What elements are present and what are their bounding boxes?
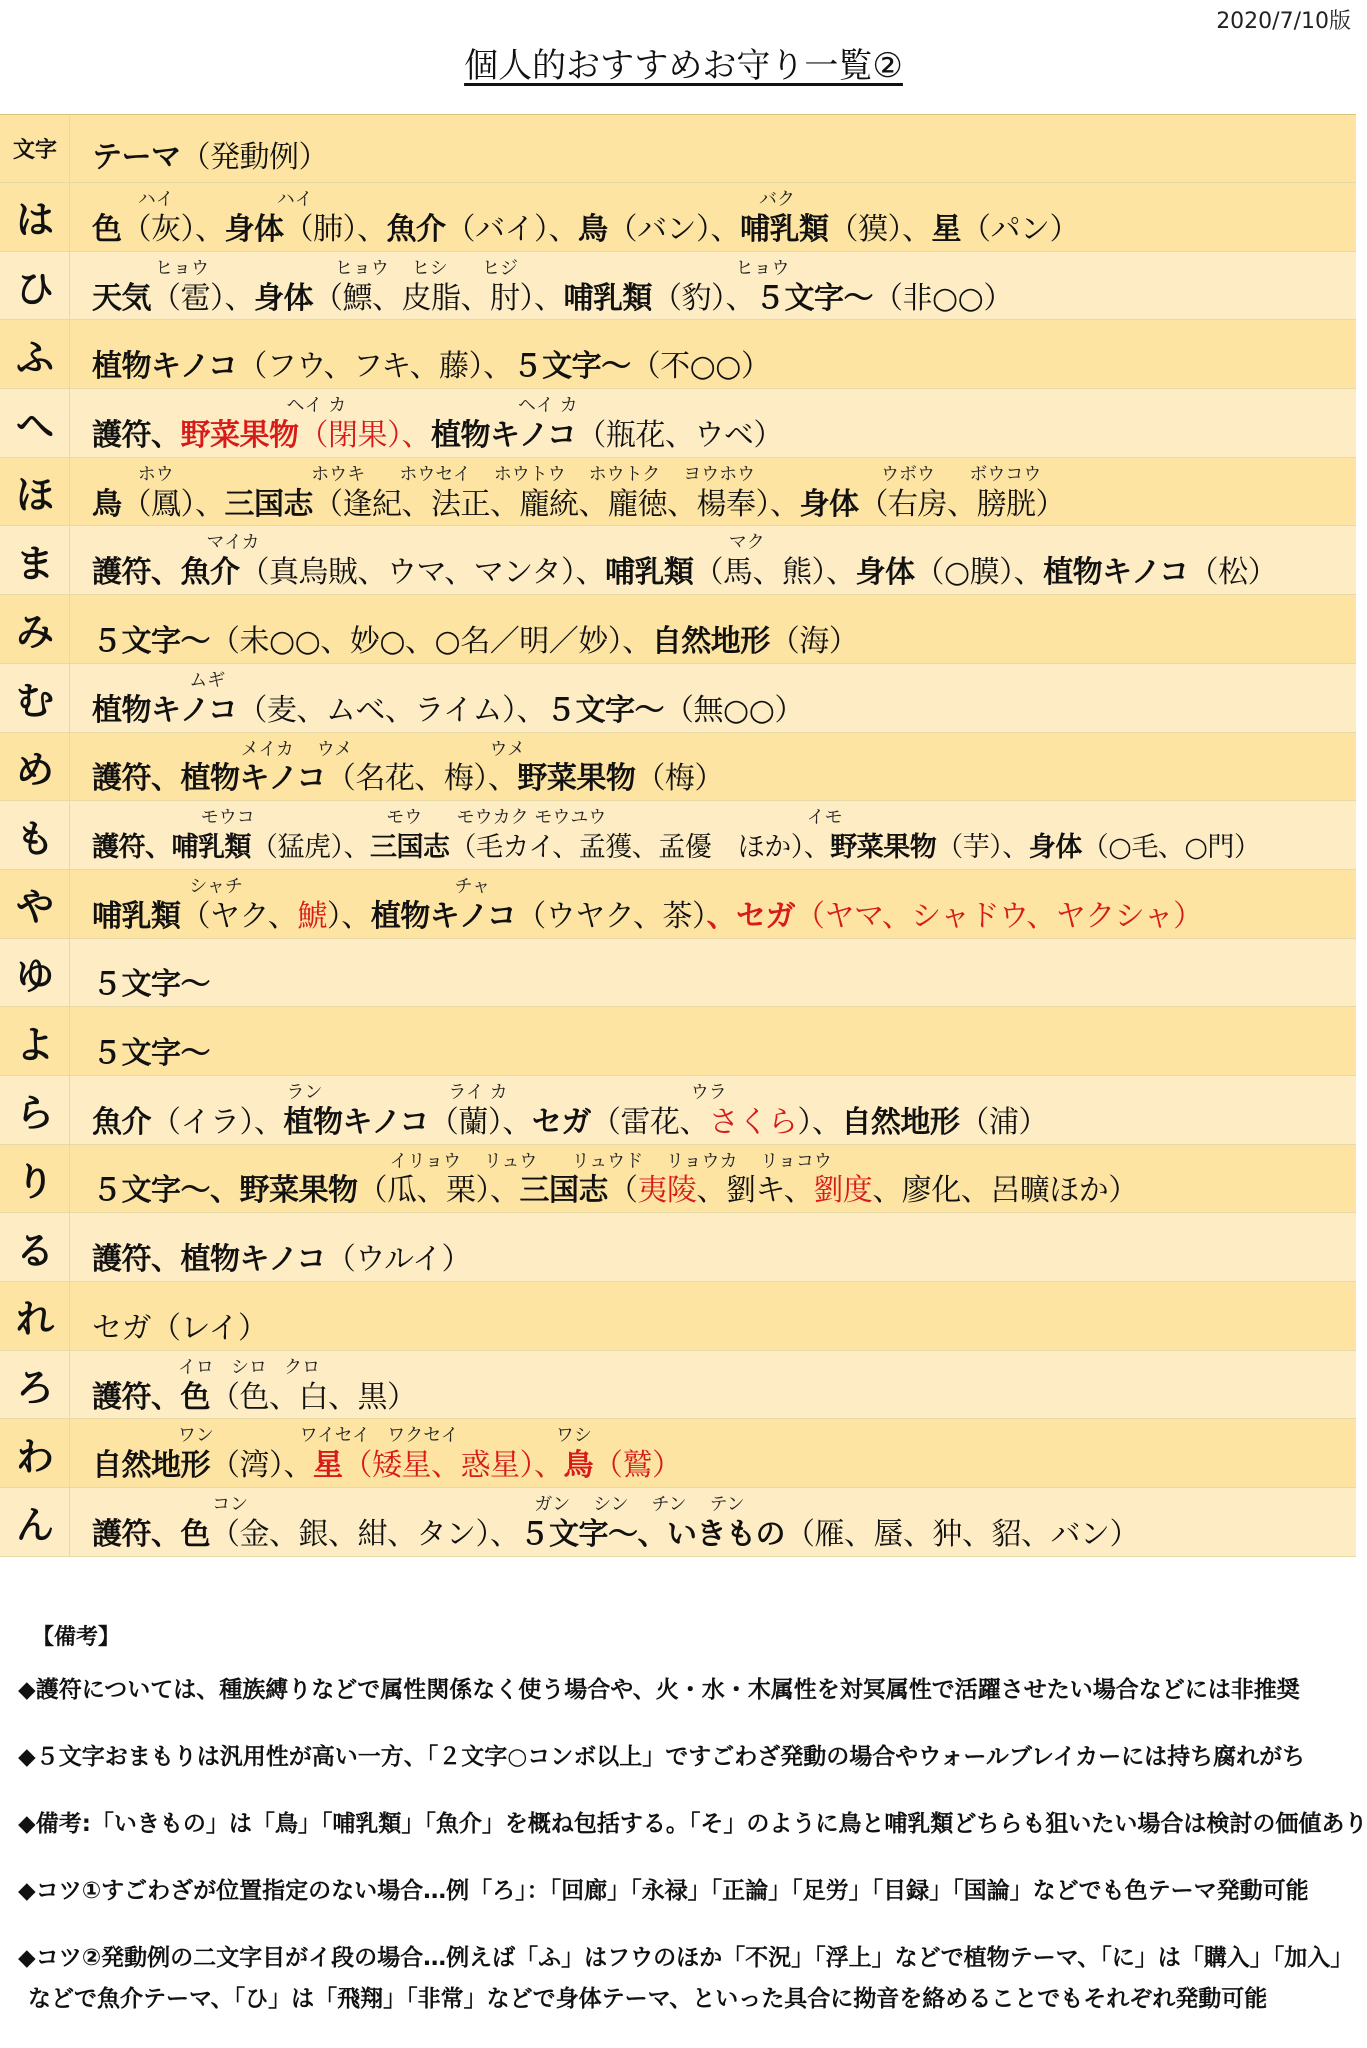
example-text: （海）: [769, 623, 859, 659]
notes-list: [18, 1671, 1367, 2013]
row-theme-cell: [70, 183, 1356, 251]
page-title: 個人的おすすめお守り一覧②: [464, 46, 903, 86]
example-text: （猛虎）、: [251, 831, 370, 863]
theme-name: 自然地形: [92, 1448, 210, 1484]
header-example: （発動例）: [180, 139, 328, 175]
theme-name: 野菜果物: [517, 761, 636, 797]
row-theme-cell: [70, 664, 1356, 732]
example-text: （梅）: [635, 761, 724, 797]
row-char: わ: [15, 1434, 54, 1479]
example-text: （未○○、妙○、○名／明／妙）、: [210, 623, 652, 659]
example-text: （金、銀、紺、タン）、: [210, 1516, 520, 1552]
theme-name: ５文字～: [92, 1036, 210, 1072]
example-text: （豹）、: [652, 280, 755, 316]
furigana-line: ムギ: [92, 669, 226, 691]
row-char: ろ: [15, 1366, 54, 1411]
row-char: ひ: [15, 267, 54, 312]
theme-name: 魚介: [92, 1104, 151, 1140]
theme-name: 身体: [254, 280, 313, 316]
version-date: 2020/7/10版: [1216, 9, 1351, 34]
furigana-line: ホウ ホウキ ホウセイ ホウトウ ホウトク ヨウホウ ウボウ ボウコウ: [92, 463, 1042, 485]
row-char: よ: [15, 1022, 54, 1067]
example-text: （肺）、: [283, 211, 387, 247]
theme-name: 自然地形: [651, 623, 770, 659]
theme-name: 護符、哺乳類: [92, 831, 251, 863]
theme-name: 星: [313, 1448, 343, 1484]
theme-name: 、セガ: [706, 898, 796, 934]
theme-name: ５文字～: [546, 692, 665, 728]
theme-name: ５文字～: [92, 623, 210, 659]
example-text: （イラ）、: [151, 1104, 284, 1140]
theme-name: ５文字～: [512, 349, 631, 385]
example-text: （灰）、: [121, 211, 225, 247]
theme-name: 植物キノコ: [92, 349, 238, 385]
example-text: （浦）: [959, 1104, 1048, 1140]
row-theme-cell: [70, 1488, 1356, 1556]
note-item: ◆備考:「いきもの」は「鳥」「哺乳類」「魚介」を概ね包括する。「そ」のように鳥と哺乳類どちらも狙いたい場合は検討の価値あり: [18, 1811, 1367, 1837]
table-row: [0, 595, 1356, 664]
theme-name: 魚介: [386, 211, 446, 247]
example-text: （雷花、: [590, 1104, 709, 1140]
furigana-line: ワン ワイセイ ワクセイ ワシ: [92, 1425, 592, 1447]
row-char: ほ: [15, 473, 54, 518]
furigana-line: メイカ ウメ ウメ: [92, 738, 525, 760]
row-char: も: [15, 816, 54, 861]
example-text: （雹）、: [151, 280, 254, 316]
theme-name: 色: [92, 211, 122, 247]
example-text: （ウヤク、茶）: [516, 898, 707, 934]
theme-name: 護符、色: [92, 1379, 210, 1415]
furigana-line: コン ガン シン チン テン: [92, 1494, 745, 1516]
theme-name: 身体: [224, 211, 284, 247]
example-text: （瓶花、ウベ）: [576, 417, 783, 453]
row-char: れ: [15, 1297, 54, 1342]
example-text: （ウルイ）: [325, 1242, 472, 1278]
row-theme-cell: [70, 1351, 1356, 1419]
theme-name: 植物キノコ: [431, 417, 577, 453]
row-theme-cell: [70, 1419, 1356, 1487]
row-char: ま: [15, 541, 54, 586]
theme-name: 植物キノコ: [283, 1104, 429, 1140]
example-text: （鳳）、: [121, 486, 225, 522]
furigana-line: ハイ ハイ バク: [92, 189, 796, 210]
note-item: ◆５文字おまもりは汎用性が高い一方、「２文字○コンボ以上」ですごわざ発動の場合やウォールブレイカーには持ち腐れがち: [18, 1744, 1306, 1770]
row-theme-cell: [70, 870, 1356, 938]
theme-name: ５文字～: [755, 280, 873, 316]
table-row: [0, 1145, 1356, 1214]
header-theme-cell: [70, 115, 1356, 182]
row-theme-cell: [70, 1213, 1356, 1281]
table-row: [0, 252, 1356, 321]
theme-name: 鳥: [563, 1448, 593, 1484]
example-text: （非○○）: [873, 280, 1013, 316]
header-char: 文字: [12, 138, 57, 163]
example-text: （: [608, 1173, 638, 1209]
row-char: ん: [15, 1503, 54, 1548]
theme-line: [92, 1303, 268, 1347]
example-text: （ヤマ、シャドウ、ヤクシャ）: [795, 898, 1203, 934]
theme-name: 自然地形: [841, 1104, 960, 1140]
theme-name: 護符、植物キノコ: [92, 1242, 326, 1278]
example-text: ）、: [326, 898, 371, 934]
table-row: [0, 1488, 1356, 1557]
omamori-table: [0, 114, 1356, 1557]
table-row: [0, 389, 1356, 458]
row-char: へ: [15, 404, 54, 449]
example-text: （名花、梅）、: [325, 761, 518, 797]
table-row: [0, 320, 1356, 389]
row-char: や: [15, 885, 54, 930]
example-text: （不○○）: [630, 349, 771, 385]
theme-line: [92, 1028, 210, 1072]
example-text: （鷲）: [593, 1448, 682, 1484]
table-row: [0, 1076, 1356, 1145]
table-row: [0, 870, 1356, 939]
theme-line: [92, 825, 1260, 864]
example-text: さくら: [708, 1104, 798, 1140]
furigana-line: イリョウ リュウ リュウド リョウカ リョコウ: [92, 1150, 832, 1172]
example-text: （ヤク、: [180, 898, 298, 934]
table-row: [0, 526, 1356, 595]
theme-name: 哺乳類: [92, 898, 181, 934]
table-row: [0, 664, 1356, 733]
row-char: ゆ: [15, 953, 54, 998]
note-item: ◆コツ②発動例の二文字目がイ段の場合…例えば「ふ」はフウのほか「不況」「浮上」などで植物テーマ、「に」は「購入」「加入」: [18, 1945, 1354, 1971]
theme-name: 哺乳類: [605, 555, 694, 591]
example-text: 鯱: [297, 898, 327, 934]
theme-name: 植物キノコ: [1043, 555, 1189, 591]
example-text: 劉度: [813, 1173, 873, 1209]
row-theme-cell: [70, 526, 1356, 594]
row-char: み: [15, 610, 54, 655]
theme-line: [92, 959, 210, 1003]
theme-name: 護符、植物キノコ: [92, 761, 326, 797]
header-theme: テーマ: [92, 139, 181, 175]
theme-name: 護符、色: [92, 1516, 210, 1552]
theme-name: 星: [931, 211, 961, 247]
example-text: （バイ）、: [445, 211, 578, 247]
row-theme-cell: [70, 733, 1356, 801]
theme-name: 鳥: [92, 486, 122, 522]
theme-name: 護符、: [92, 417, 181, 453]
furigana-line: モウコ モウ モウカク モウユウ イモ: [92, 807, 843, 829]
example-text: （逢紀、法正、龐統、龐徳、楊奉）、: [313, 486, 800, 522]
table-header: [0, 115, 1356, 183]
example-text: 、劉キ、: [696, 1173, 814, 1209]
row-theme-cell: [70, 252, 1356, 320]
furigana-line: ヒョウ ヒョウ ヒシ ヒジ ヒョウ: [92, 257, 790, 279]
theme-name: 哺乳類: [740, 211, 829, 247]
example-text: （色、白、黒）: [210, 1379, 417, 1415]
example-text: （蘭）、: [428, 1104, 532, 1140]
example-text: （松）: [1188, 555, 1278, 591]
example-text: （バン）、: [607, 211, 740, 247]
example-text: ）、: [797, 1104, 842, 1140]
notes-section: [18, 1620, 1367, 2047]
furigana-line: マイカ マク: [92, 532, 765, 554]
theme-name: 天気: [92, 280, 151, 316]
theme-name: ５文字～: [92, 967, 210, 1003]
row-char: は: [15, 198, 54, 243]
theme-name: 鳥: [578, 211, 608, 247]
example-text: （麦、ムベ、ライム）、: [237, 692, 547, 728]
example-text: （瓜、栗）、: [357, 1173, 520, 1209]
furigana-line: シャチ チャ: [92, 875, 491, 897]
row-char: め: [15, 747, 54, 792]
row-char: む: [15, 679, 54, 724]
furigana-line: イロ シロ クロ: [92, 1356, 321, 1378]
example-text: （閉果）、: [298, 417, 431, 453]
theme-name: 身体: [1028, 831, 1082, 863]
theme-name: ５文字～、いきもの: [519, 1516, 785, 1552]
theme-line: [92, 1234, 471, 1278]
example-text: セガ（レイ）: [92, 1310, 268, 1346]
row-theme-cell: [70, 389, 1356, 457]
theme-name: 植物キノコ: [92, 692, 238, 728]
theme-name: ５文字～、野菜果物: [92, 1173, 358, 1209]
theme-name: 護符、魚介: [92, 555, 240, 591]
example-text: （真烏賊、ウマ、マンタ）、: [239, 555, 605, 591]
table-row: [0, 183, 1356, 252]
row-theme-cell: [70, 801, 1356, 869]
row-char: り: [15, 1159, 54, 1204]
table-row: [0, 1351, 1356, 1420]
furigana-line: ラン ライ カ ウラ: [92, 1081, 727, 1103]
furigana-line: ヘイ カ ヘイ カ: [92, 395, 578, 417]
note-item: ◆コツ①すごわざが位置指定のない場合…例「ろ」：「回廊」「永禄」「正論」「足労」「目録」「国論」などでも色テーマ発動可能: [18, 1878, 1309, 1904]
example-text: （○毛、○門）: [1081, 831, 1261, 863]
row-theme-cell: [70, 1145, 1356, 1213]
example-text: （矮星、惑星）、: [342, 1448, 564, 1484]
theme-name: 身体: [799, 486, 859, 522]
theme-name: 身体: [855, 555, 915, 591]
theme-name: 三国志: [370, 831, 450, 863]
theme-line: [92, 616, 858, 660]
example-text: （○膜）、: [914, 555, 1044, 591]
example-text: 夷陵: [637, 1173, 697, 1209]
table-row: [0, 1007, 1356, 1076]
row-char: ら: [15, 1091, 54, 1136]
example-text: （フウ、フキ、藤）、: [237, 349, 513, 385]
row-char: ふ: [15, 335, 54, 380]
row-theme-cell: [70, 1076, 1356, 1144]
example-text: （右房、膀胱）: [858, 486, 1065, 522]
table-row: [0, 1282, 1356, 1351]
theme-name: 野菜果物: [180, 417, 299, 453]
theme-line: [92, 341, 770, 385]
note-item: などで魚介テーマ、「ひ」は「飛翔」「非常」などで身体テーマ、といった具合に拗音を絡めることでもそれぞれ発動可能: [28, 1986, 1268, 2012]
row-theme-cell: [70, 939, 1356, 1007]
table-row: [0, 1213, 1356, 1282]
row-theme-cell: [70, 1007, 1356, 1075]
example-text: （獏）、: [828, 211, 932, 247]
example-text: （雁、蜃、狆、貂、バン）: [785, 1516, 1139, 1552]
theme-name: 三国志: [519, 1173, 608, 1209]
row-theme-cell: [70, 320, 1356, 388]
table-row: [0, 733, 1356, 802]
note-item: ◆護符については、種族縛りなどで属性関係なく使う場合や、火・水・木属性を対冥属性で活躍させたい場合などには非推奨: [18, 1677, 1300, 1703]
table-row: [0, 1419, 1356, 1488]
example-text: （パン）: [961, 211, 1079, 247]
table-row: [0, 801, 1356, 870]
row-theme-cell: [70, 595, 1356, 663]
example-text: （芋）、: [936, 831, 1029, 863]
theme-name: 野菜果物: [830, 831, 937, 863]
notes-heading: 【備考】: [32, 1625, 121, 1650]
example-text: 、廖化、呂曠ほか）: [872, 1173, 1138, 1209]
theme-name: 植物キノコ: [370, 898, 517, 934]
example-text: （馬、熊）、: [693, 555, 856, 591]
theme-name: 三国志: [224, 486, 313, 522]
example-text: （毛カイ、孟獲、孟優 ほか）、: [449, 831, 831, 863]
table-row: [0, 939, 1356, 1008]
example-text: （鰾、皮脂、肘）、: [313, 280, 564, 316]
example-text: （無○○）: [664, 692, 804, 728]
example-text: （湾）、: [210, 1448, 313, 1484]
row-theme-cell: [70, 458, 1356, 526]
theme-name: 哺乳類: [563, 280, 652, 316]
theme-name: セガ: [531, 1104, 591, 1140]
row-theme-cell: [70, 1282, 1356, 1350]
row-char: る: [15, 1228, 54, 1273]
table-row: [0, 458, 1356, 527]
